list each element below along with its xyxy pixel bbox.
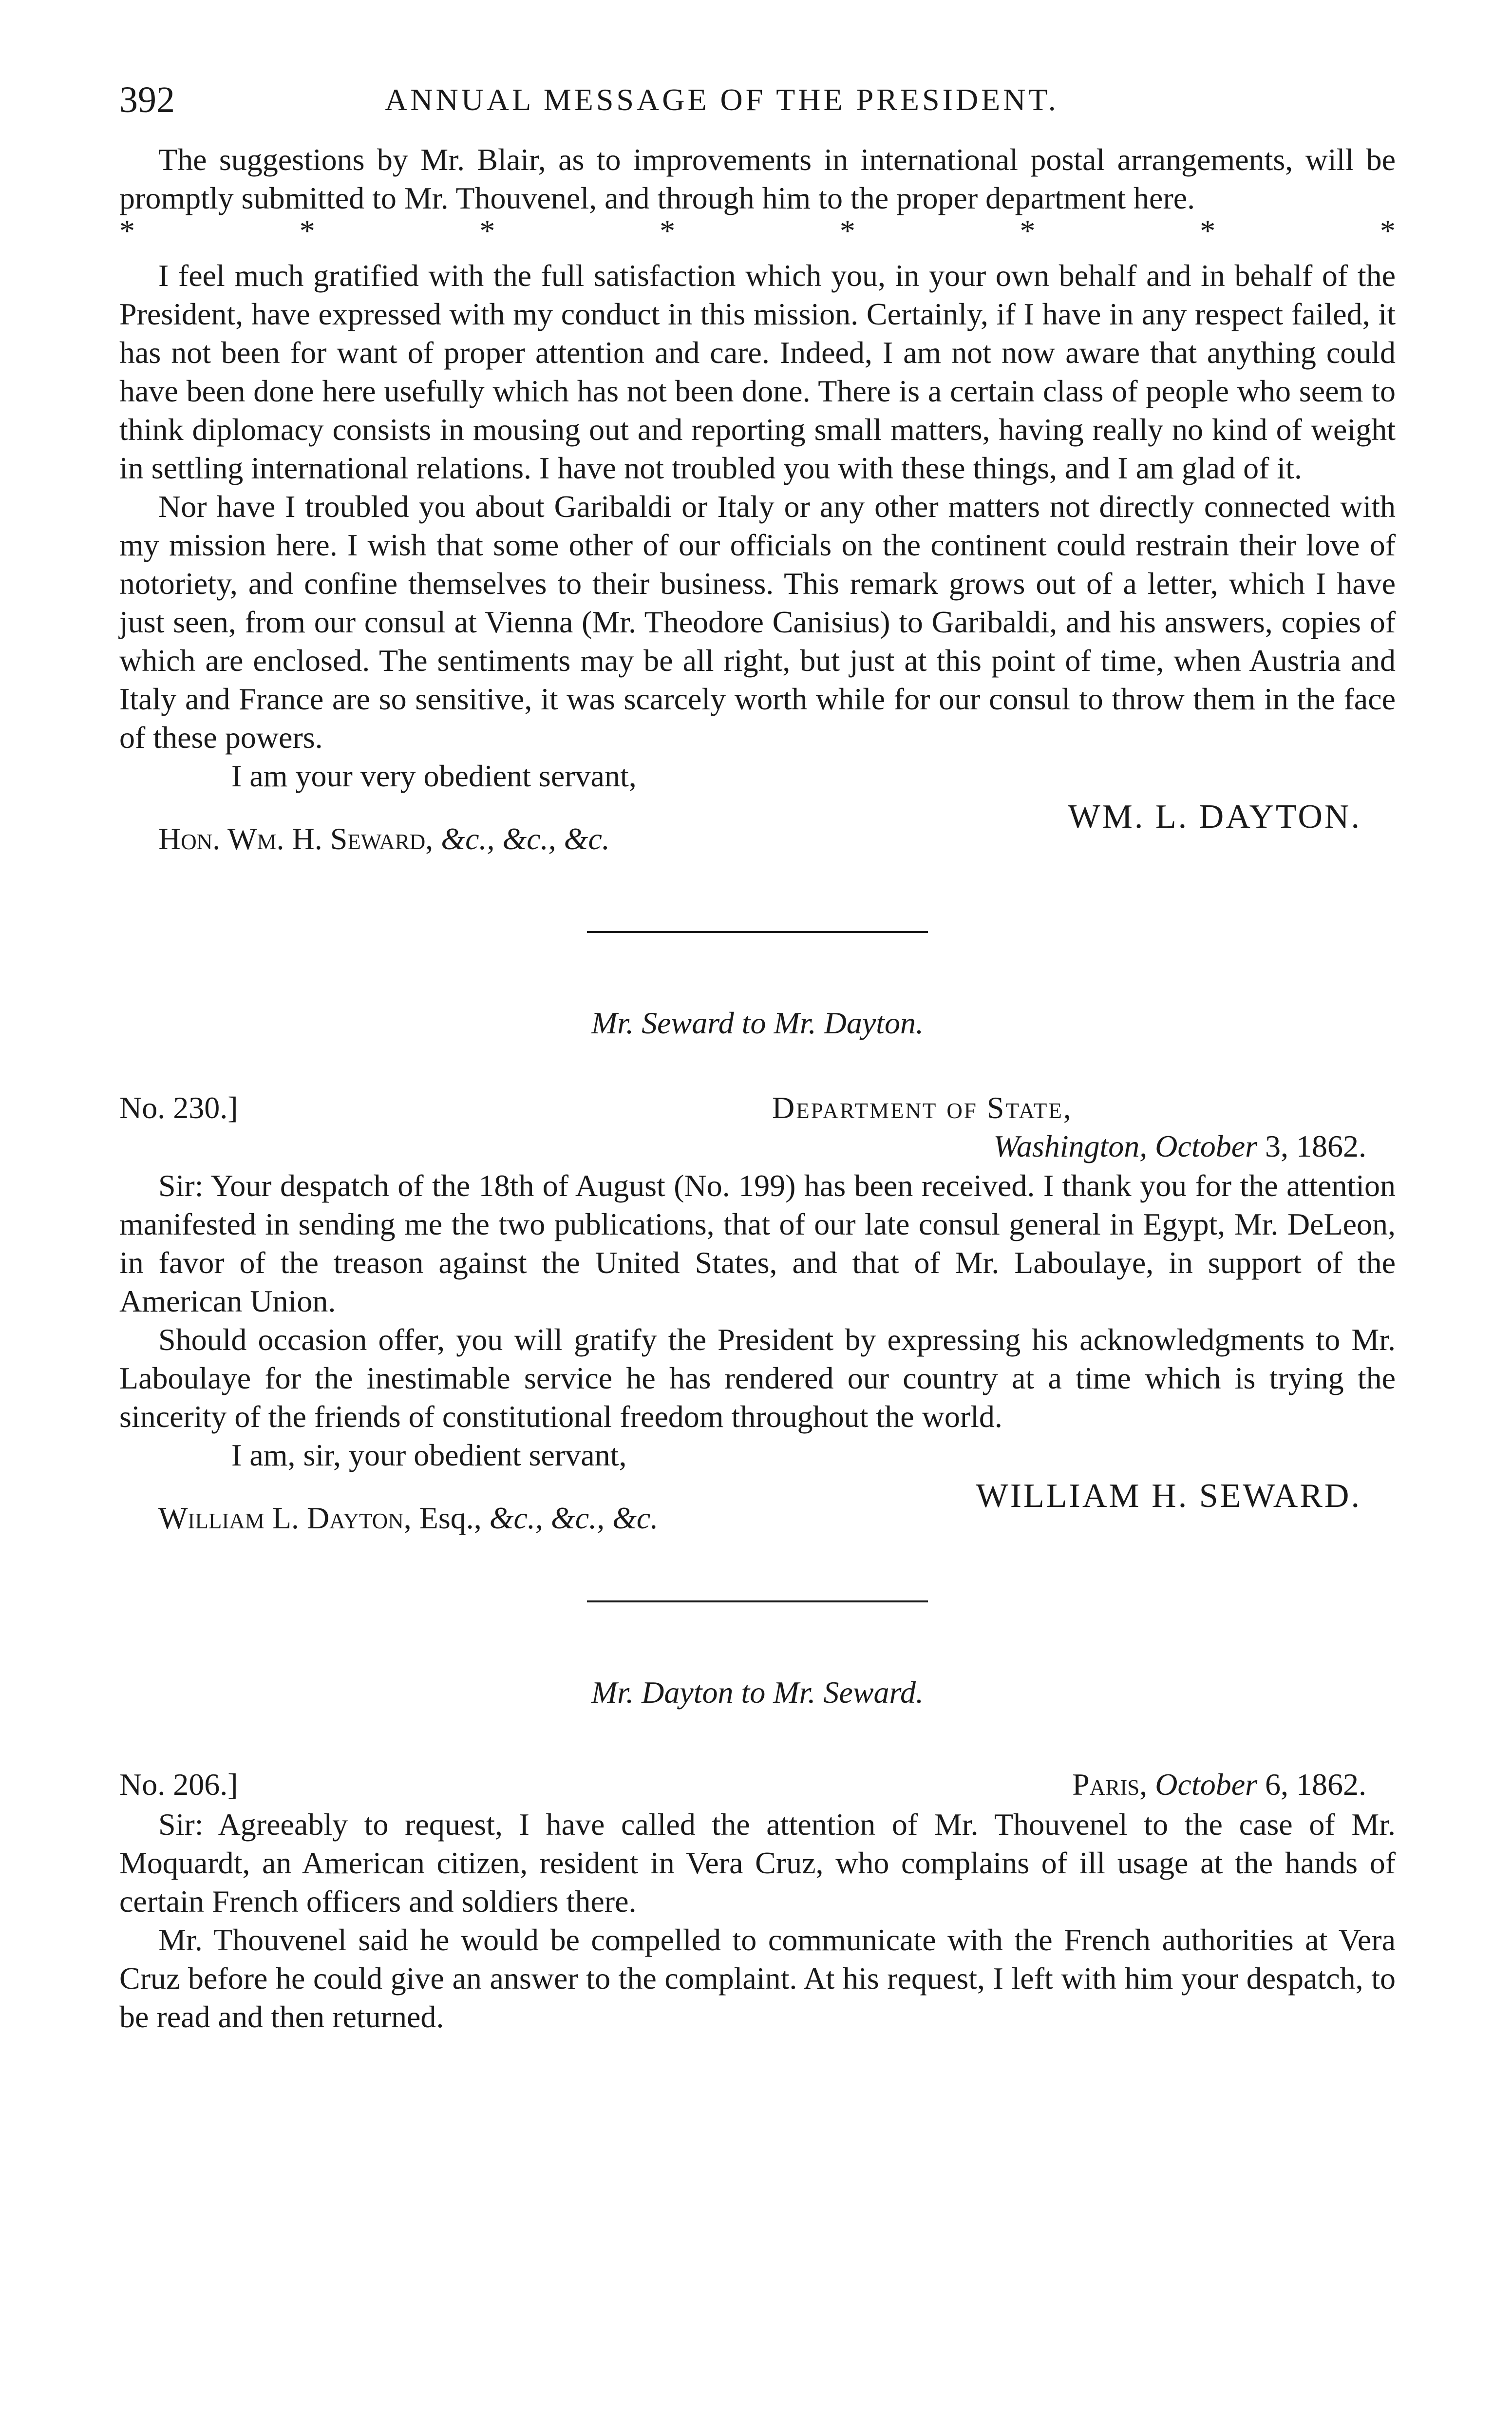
- date: 6, 1862.: [1257, 1767, 1366, 1802]
- section-divider: [587, 931, 928, 933]
- star: *: [479, 213, 495, 248]
- paragraph-postal-arrangements: The suggestions by Mr. Blair, as to improvements in international postal arrangements, will be promptly submitted to Mr. Thouvenel, and through him to the proper department here.: [119, 142, 1396, 215]
- running-title: ANNUAL MESSAGE OF THE PRESIDENT.: [385, 82, 1059, 117]
- place-name: Paris,: [1072, 1767, 1148, 1802]
- place-name: Washington, October: [993, 1129, 1257, 1163]
- paragraph-gratified: I feel much gratified with the full satisfaction which you, in your own behalf and in behalf of the President, have expressed with my conduct in this mission. Certainly, if I have in any respect failed, it has not been for want of proper attention and care. Indeed, I am not now aware that anything could have been done here usefully which has not been done. There is a certain class of people who seem to think diplomacy consists in mousing out and reporting small matters, having really no kind of weight in settling international relations. I have not troubled you with these things, and I am glad of it.: [119, 258, 1396, 485]
- star: *: [1380, 213, 1396, 248]
- paragraph-acknowledgments: Should occasion offer, you will gratify the President by expressing his acknowledgments to Mr. Laboulaye for the inestimable service he has rendered our country at a time which is trying the sincerity of the friends of constitutional freedom throughout the world.: [119, 1322, 1396, 1434]
- closing-salutation: I am, sir, your obedient servant,: [231, 1438, 627, 1472]
- letter-heading: [119, 1088, 1396, 1166]
- star: *: [119, 213, 135, 248]
- addressee-esq: Esq.,: [411, 1501, 490, 1535]
- addressee-name: Hon. Wm. H. Seward,: [158, 821, 434, 856]
- paragraph-garibaldi: Nor have I troubled you about Garibaldi or Italy or any other matters not directly connected with my mission here. I wish that some other of our officials on the continent could restrain their love of notoriety, and confine themselves to their business. This remark grows out of a letter, which I have just seen, from our consul at Vienna (Mr. Theodore Canisius) to Garibaldi, and his answers, copies of which are enclosed. The sentiments may be all right, but just at this point of time, when Austria and Italy and France are so sensitive, it was scarcely worth while for our consul to throw them in the face of these powers.: [119, 489, 1396, 755]
- page-number: 392: [119, 79, 175, 120]
- paragraph-vera-cruz: Mr. Thouvenel said he would be compelled to communicate with the French authorities at Vera Cruz before he could give an answer to the complaint. At his request, I left with him your despatch, to be read and then returned.: [119, 1922, 1396, 2034]
- addressee-etc: &c., &c., &c.: [433, 821, 610, 856]
- letter-title: Mr. Dayton to Mr. Seward.: [591, 1675, 924, 1710]
- letter-heading: [119, 1765, 1396, 1805]
- signature: WILLIAM H. SEWARD.: [976, 1477, 1361, 1515]
- signature: WM. L. DAYTON.: [1068, 798, 1361, 836]
- running-head: [119, 73, 1396, 127]
- date-month: October: [1147, 1767, 1257, 1802]
- section-divider: [587, 1600, 928, 1602]
- addressee-name: William L. Dayton,: [158, 1501, 412, 1535]
- star: *: [1200, 213, 1216, 248]
- star: *: [839, 213, 855, 248]
- paragraph-despatch-received: Sir: Your despatch of the 18th of August (No. 199) has been received. I thank you for the attention manifested in sending me the two publications, that of our late consul general in Egypt, Mr. DeLeon, in favor of the treason against the United States, and that of Mr. Laboulaye, in support of the American Union.: [119, 1168, 1396, 1318]
- despatch-number: No. 206.]: [119, 1767, 238, 1802]
- ellipsis-stars: [119, 213, 1396, 248]
- place-date: [1072, 1765, 1366, 1804]
- addressee-etc: &c., &c., &c.: [489, 1501, 659, 1535]
- despatch-number: No. 230.]: [119, 1090, 238, 1125]
- closing-salutation: I am your very obedient servant,: [231, 759, 637, 793]
- star: *: [660, 213, 676, 248]
- star: *: [1020, 213, 1036, 248]
- letter-title: Mr. Seward to Mr. Dayton.: [591, 1006, 924, 1040]
- document-page: [119, 73, 1396, 2036]
- place-date: [993, 1127, 1366, 1165]
- department: Department of State,: [772, 1090, 1073, 1125]
- star: *: [299, 213, 315, 248]
- date: 3, 1862.: [1257, 1129, 1366, 1163]
- paragraph-moquardt: Sir: Agreeably to request, I have called the attention of Mr. Thouvenel to the case of Mr. Moquardt, an American citizen, resident in Vera Cruz, who complains of ill usage at the hands of certain French officers and soldiers there.: [119, 1807, 1396, 1919]
